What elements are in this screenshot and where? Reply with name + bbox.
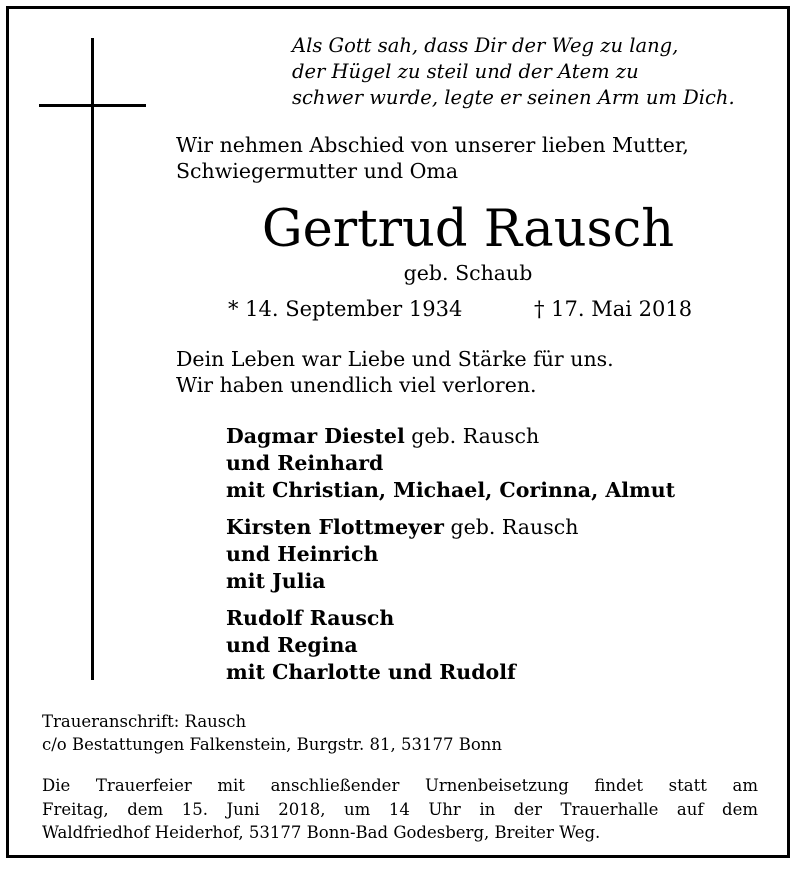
mourner-children: mit Julia	[226, 569, 326, 593]
verse-line: schwer wurde, legte er seinen Arm um Dich.	[292, 86, 735, 109]
intro-line: Schwiegermutter und Oma	[176, 159, 459, 183]
mourner-children: mit Christian, Michael, Corinna, Almut	[226, 478, 676, 502]
mourning-address	[42, 710, 782, 756]
mourner-group-2	[226, 514, 786, 595]
ceremony-line: Freitag, dem 15. Juni 2018, um 14 Uhr in der Trauerhalle auf dem	[42, 799, 758, 819]
mourner-partner: und Regina	[226, 633, 358, 657]
mourner-maiden-name: geb. Rausch	[404, 424, 540, 448]
birth-date: * 14. September 1934	[228, 297, 463, 321]
death-date: † 17. Mai 2018	[534, 297, 693, 321]
tribute-text	[176, 346, 776, 398]
mourner-name-line	[226, 514, 786, 541]
mourner-name: Dagmar Diestel	[226, 424, 405, 448]
mourner-children: mit Charlotte und Rudolf	[226, 660, 516, 684]
mourner-partner: und Reinhard	[226, 451, 384, 475]
mourner-group-3	[226, 605, 786, 686]
verse-line: Als Gott sah, dass Dir der Weg zu lang,	[292, 34, 679, 57]
mourner-group-1	[226, 423, 786, 504]
deceased-name: Gertrud Rausch	[261, 200, 675, 259]
tribute-line: Wir haben unendlich viel verloren.	[176, 373, 537, 397]
tribute-line: Dein Leben war Liebe und Stärke für uns.	[176, 347, 614, 371]
intro-line: Wir nehmen Abschied von unserer lieben Mutter,	[176, 133, 689, 157]
mourner-name-line	[226, 605, 786, 632]
mourner-name: Rudolf Rausch	[226, 606, 395, 630]
address-line: Traueranschrift: Rausch	[42, 712, 247, 731]
mourner-partner: und Heinrich	[226, 542, 379, 566]
funeral-ceremony-info	[42, 774, 758, 845]
address-line: c/o Bestattungen Falkenstein, Burgstr. 81, 53177 Bonn	[42, 735, 503, 754]
mourner-maiden-name: geb. Rausch	[443, 515, 579, 539]
memorial-verse	[292, 33, 772, 111]
cross-horizontal-bar	[39, 104, 146, 107]
mourner-name-line	[226, 423, 786, 450]
ceremony-line: Waldfriedhof Heiderhof, 53177 Bonn-Bad Godesberg, Breiter Weg.	[42, 823, 601, 842]
cross-vertical-bar	[91, 38, 94, 680]
verse-line: der Hügel zu steil und der Atem zu	[292, 60, 639, 83]
ceremony-line: Die Trauerfeier mit anschließender Urnenbeisetzung findet statt am	[42, 776, 758, 795]
deceased-maiden-name: geb. Schaub	[403, 261, 533, 285]
mourner-name: Kirsten Flottmeyer	[226, 515, 444, 539]
farewell-intro	[176, 132, 776, 184]
